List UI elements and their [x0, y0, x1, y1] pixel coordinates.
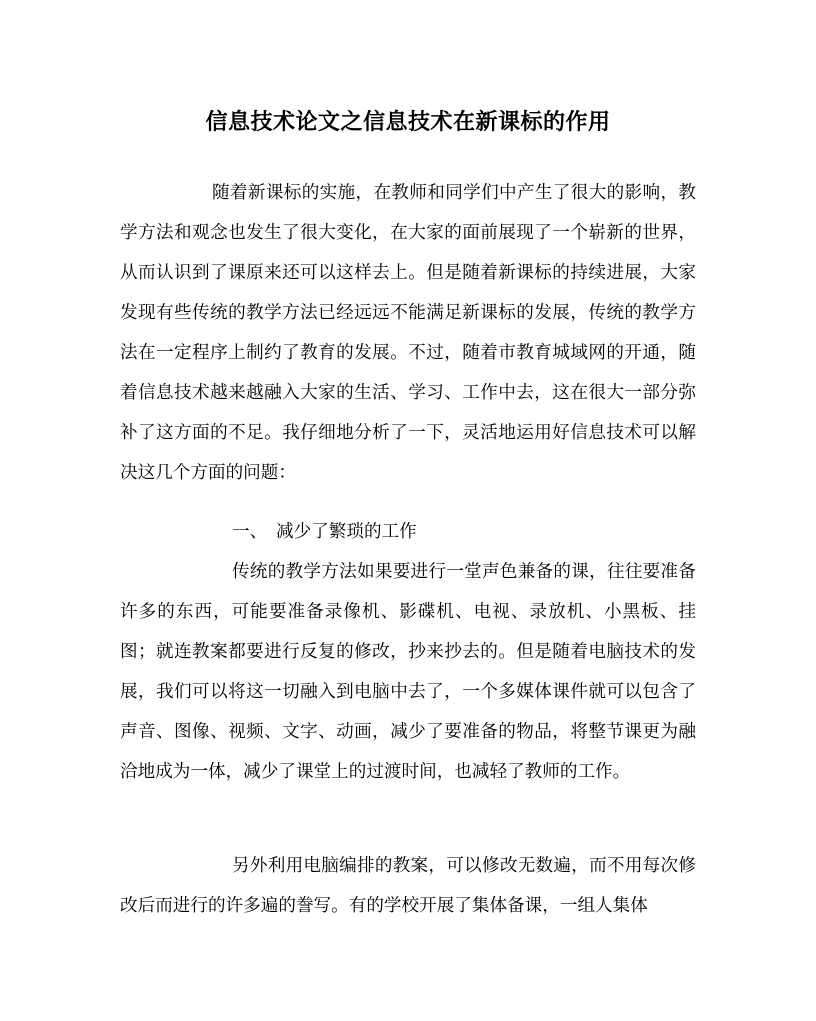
body-paragraph-continued: 另外利用电脑编排的教案，可以修改无数遍，而不用每次修改后而进行的许多遍的誊写。有的学校开展了集体备课，一组人集体 — [120, 856, 696, 916]
section-heading-text: 减少了繁琐的工作 — [276, 522, 417, 542]
intro-paragraph: 随着新课标的实施，在教师和同学们中产生了很大的影响，教学方法和观念也发生了很大变化，在大家的面前展现了一个崭新的世界，从而认识到了课原来还可以这样去上。但是随着新课标的持续进展，大家发现有些传统的教学方法已经远远不能满足新课标的发展，传统的教学方法在一定程序上制约了教育的发展。不过，随着市教育城域网的开通，随着信息技术越来越融入大家的生活、学习、工作中去，这在很大一部分弥补了这方面的不足。我仔细地分析了一下，灵活地运用好信息技术可以解决这几个方面的问题： — [120, 183, 696, 483]
section-heading — [232, 512, 417, 552]
document-title: 信息技术论文之信息技术在新课标的作用 — [205, 109, 611, 135]
body-paragraph: 传统的教学方法如果要进行一堂声色兼备的课，往往要准备许多的东西，可能要准备录像机、影碟机、电视、录放机、小黑板、挂图；就连教案都要进行反复的修改，抄来抄去的。但是随着电脑技术的发展，我们可以将这一切融入到电脑中去了，一个多媒体课件就可以包含了声音、图像、视频、文字、动画，减少了要准备的物品，将整节课更为融洽地成为一体，减少了课堂上的过渡时间，也减轻了教师的工作。 — [120, 562, 696, 782]
section-number: 一、 — [232, 522, 268, 542]
